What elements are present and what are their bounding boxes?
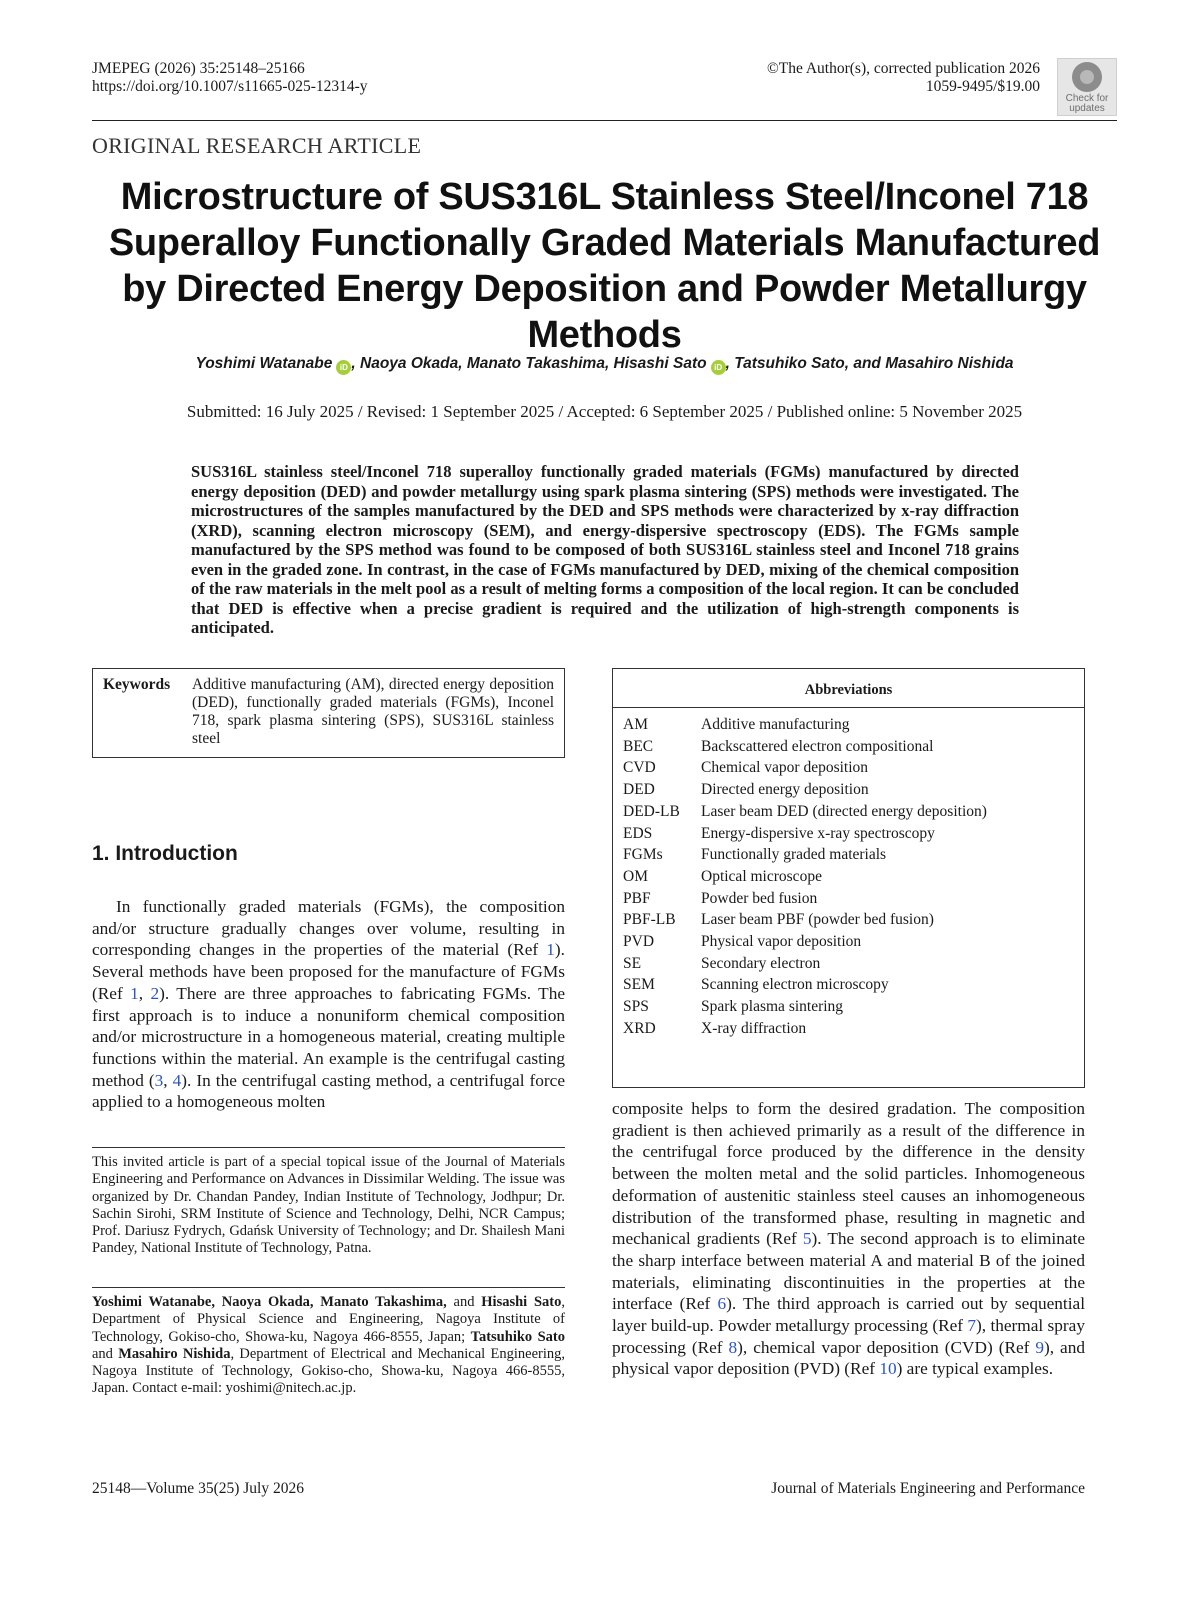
introduction-paragraph-left [92, 896, 565, 1113]
doi-link[interactable]: https://doi.org/10.1007/s11665-025-12314-y [92, 78, 368, 95]
abbreviation-row [623, 844, 1074, 866]
affiliation-names: Yoshimi Watanabe, Naoya Okada, Manato Takashima, [92, 1294, 447, 1310]
abbreviations-box [612, 668, 1085, 1088]
abbreviation-term: XRD [623, 1019, 656, 1037]
footnote-rule [92, 1287, 565, 1288]
abbreviation-row [623, 801, 1074, 823]
badge-line-1: Check for [1065, 93, 1109, 104]
abbreviation-term: AM [623, 716, 648, 733]
article-type: ORIGINAL RESEARCH ARTICLE [92, 133, 422, 158]
abbreviations-heading: Abbreviations [613, 669, 1084, 708]
body-text-run: ), and physical vapor deposition (PVD) (Ref [612, 1337, 1085, 1379]
abbreviation-definition: Energy-dispersive x-ray spectroscopy [701, 824, 935, 842]
body-text-run: , [138, 983, 151, 1003]
affiliation-text: , Department of Physical Science and Engineering, Nagoya Institute of Technology, Gokiso-cho, Showa-ku, Nagoya 466-8555, Japan; [92, 1294, 566, 1345]
article-title: Microstructure of SUS316L Stainless Steel/Inconel 718 Superalloy Functionally Graded Materials Manufactured by Directed Energy Deposition and Powder Metallurgy Methods [108, 176, 1101, 356]
check-for-updates-badge[interactable] [1057, 58, 1117, 116]
author-list [92, 354, 1117, 375]
abbreviation-definition: Spark plasma sintering [701, 998, 844, 1016]
abbreviation-definition: Secondary electron [701, 954, 821, 972]
body-text-run: ). The second approach is to eliminate the sharp interface between material A and material B of the joined materials, eliminating discontinuities in the properties at the interface (Ref [612, 1229, 1085, 1314]
abbreviation-definition: Optical microscope [701, 867, 822, 885]
abstract: SUS316L stainless steel/Inconel 718 superalloy functionally graded materials (FGMs) manufactured by directed energy deposition (DED) and powder metallurgy using spark plasma sintering (SPS) methods were investigated. The microstructures of the samples manufactured by the DED and SPS methods were characterized by x-ray diffraction (XRD), scanning electron microscopy (SEM), and energy-dispersive spectroscopy (EDS). The FGMs sample manufactured by the SPS method was found to be composed of both SUS316L stainless steel and Inconel 718 grains even in the graded zone. In contrast, in the case of FGMs manufactured by DED, mixing of the chemical composition of the raw materials in the melt pool as a result of melting forms a composition of the local region. It can be concluded that DED is effective when a precise gradient is required and the utilization of high-strength components is anticipated. [191, 462, 1019, 637]
issn-price: 1059-9495/$19.00 [925, 78, 1040, 95]
publication-dates: Submitted: 16 July 2025 / Revised: 1 September 2025 / Accepted: 6 September 2025 / Published online: 5 November 2025 [186, 402, 1023, 421]
abbreviation-term: BEC [623, 737, 654, 755]
orcid-icon[interactable]: iD [336, 360, 351, 375]
abbreviation-row [623, 953, 1074, 975]
body-text-run: ), chemical vapor deposition (CVD) (Ref [737, 1337, 1036, 1357]
abbreviation-row [623, 909, 1074, 931]
abbreviation-row [623, 714, 1074, 736]
badge-line-2: updates [1069, 103, 1105, 114]
header-rule [92, 120, 1117, 121]
abbreviation-row [623, 996, 1074, 1018]
body-text-run: ). There are three approaches to fabricating FGMs. The first approach is to induce a nonuniform chemical composition and/or microstructure in a homogeneous material, creating multiple functions within the material. An example is the centrifugal casting method ( [92, 983, 566, 1090]
abbreviation-row [623, 757, 1074, 779]
abbreviation-term: EDS [623, 824, 653, 842]
abbreviation-definition: Laser beam DED (directed energy deposition) [701, 802, 987, 820]
abbreviation-definition: Chemical vapor deposition [701, 759, 869, 777]
abbreviation-term: PBF [623, 889, 651, 907]
body-text-run: ), thermal spray processing (Ref [612, 1316, 1085, 1357]
abbreviation-definition: Backscattered electron compositional [701, 737, 934, 755]
body-text-run: composite helps to form the desired gradation. The composition gradient is then achieved primarily as a result of the difference in the centrifugal force produced by the difference in the density between the molten metal and the solid particles. Inhomogeneous deformation of austenitic stainless steel causes an inhomogeneous distribution of the transformed phase, resulting in magnetic and mechanical gradients (Ref [612, 1099, 1085, 1249]
reference-link[interactable]: 9 [1035, 1337, 1045, 1357]
badge-text [1066, 94, 1109, 114]
body-text-run: In functionally graded materials (FGMs), the composition and/or structure gradually changes over volume, resulting in corresponding changes in the properties of the material (Ref [92, 897, 565, 960]
introduction-paragraph-right [612, 1098, 1085, 1380]
abbreviation-row [623, 1018, 1074, 1040]
keywords-label: Keywords [103, 676, 171, 693]
affiliation-names: Hisashi Sato [481, 1294, 562, 1310]
check-updates-icon [1072, 62, 1102, 92]
reference-link[interactable]: 6 [717, 1294, 727, 1314]
reference-link[interactable]: 5 [802, 1229, 812, 1249]
body-text-run: ). In the centrifugal casting method, a centrifugal force applied to a homogeneous molten [92, 1070, 566, 1112]
authors-last: , Tatsuhiko Sato, and Masahiro Nishida [725, 355, 1014, 372]
abbreviation-term: DED-LB [623, 802, 680, 820]
section-heading-introduction: 1. Introduction [92, 842, 238, 865]
body-text-run: ) are typical examples. [896, 1359, 1054, 1379]
abbreviation-definition: Laser beam PBF (powder bed fusion) [701, 911, 934, 929]
reference-link[interactable]: 4 [172, 1070, 182, 1090]
abbreviation-term: SPS [623, 998, 649, 1016]
abbreviation-term: SEM [623, 976, 655, 994]
reference-link[interactable]: 1 [546, 940, 555, 960]
body-text-run: ). Several methods have been proposed for the manufacture of FGMs (Ref [92, 940, 565, 1003]
abbreviation-definition: Scanning electron microscopy [701, 976, 889, 994]
abbreviation-term: OM [623, 867, 648, 885]
reference-link[interactable]: 2 [150, 983, 160, 1003]
special-issue-note: This invited article is part of a special topical issue of the Journal of Materials Engineering and Performance on Advances in Dissimilar Welding. The issue was organized by Dr. Chandan Pandey, Indian Institute of Technology, Jodhpur; Dr. Sachin Sirohi, SRM Institute of Science and Technology, Delhi, NCR Campus; Prof. Dariusz Fydrych, Gdańsk University of Technology; and Dr. Shailesh Mani Pandey, National Institute of Technology, Patna. [92, 1154, 565, 1257]
abbreviations-list [613, 708, 1084, 1040]
abbreviation-definition: Powder bed fusion [701, 889, 818, 907]
abbreviation-term: CVD [623, 759, 656, 777]
affiliation-names: Tatsuhiko Sato [470, 1328, 565, 1345]
footnote-rule [92, 1147, 565, 1148]
abbreviation-term: SE [623, 954, 642, 972]
abbreviation-definition: X-ray diffraction [701, 1019, 807, 1037]
abbreviation-term: PVD [623, 933, 655, 951]
page-footer-left: 25148—Volume 35(25) July 2026 [92, 1480, 304, 1497]
abbreviation-definition: Directed energy deposition [701, 781, 869, 799]
abbreviation-row [623, 823, 1074, 845]
orcid-icon[interactable]: iD [711, 360, 726, 375]
author-watanabe[interactable]: Yoshimi Watanabe [195, 355, 333, 372]
affiliation-names: Masahiro Nishida [118, 1345, 231, 1362]
reference-link[interactable]: 7 [967, 1316, 977, 1336]
page-footer-right: Journal of Materials Engineering and Performance [771, 1480, 1085, 1497]
reference-link[interactable]: 1 [130, 983, 139, 1003]
reference-link[interactable]: 10 [879, 1359, 897, 1379]
abbreviation-term: DED [623, 781, 655, 799]
author-affiliations [92, 1294, 565, 1398]
header-right [640, 60, 1040, 96]
abbreviation-row [623, 888, 1074, 910]
abbreviation-definition: Physical vapor deposition [701, 933, 862, 951]
abbreviation-definition: Functionally graded materials [701, 846, 887, 864]
reference-link[interactable]: 3 [154, 1070, 164, 1090]
keywords-text: Additive manufacturing (AM), directed energy deposition (DED), functionally graded materials (FGMs), Inconel 718, spark plasma sintering (SPS), SUS316L stainless steel [192, 676, 554, 747]
abbreviation-row [623, 974, 1074, 996]
abbreviation-row [623, 779, 1074, 801]
abbreviation-row [623, 931, 1074, 953]
header-left [92, 60, 368, 96]
abbreviation-term: PBF-LB [623, 911, 676, 929]
abbreviation-definition: Additive manufacturing [701, 716, 850, 733]
body-text-run: ). The third approach is carried out by sequential layer build-up. Powder metallurgy processing (Ref [612, 1294, 1085, 1336]
authors-middle: , Naoya Okada, Manato Takashima, Hisashi Sato [351, 355, 707, 372]
copyright-notice: ©The Author(s), corrected publication 2026 [766, 60, 1040, 77]
abbreviation-term: FGMs [623, 846, 663, 864]
body-text-run: , [163, 1070, 173, 1090]
journal-citation: JMEPEG (2026) 35:25148–25166 [92, 60, 305, 77]
reference-link[interactable]: 8 [728, 1337, 738, 1357]
affiliation-text: and [446, 1294, 482, 1310]
abbreviation-row [623, 736, 1074, 758]
affiliation-text: and [92, 1345, 119, 1362]
affiliation-text: , Department of Electrical and Mechanical Engineering, Nagoya Institute of Technology, Gokiso-cho, Showa-ku, Nagoya 466-8555, Japan. Contact e-mail: yoshimi@nitech.ac.jp. [92, 1345, 566, 1397]
abbreviation-row [623, 866, 1074, 888]
keywords-box [92, 668, 565, 758]
